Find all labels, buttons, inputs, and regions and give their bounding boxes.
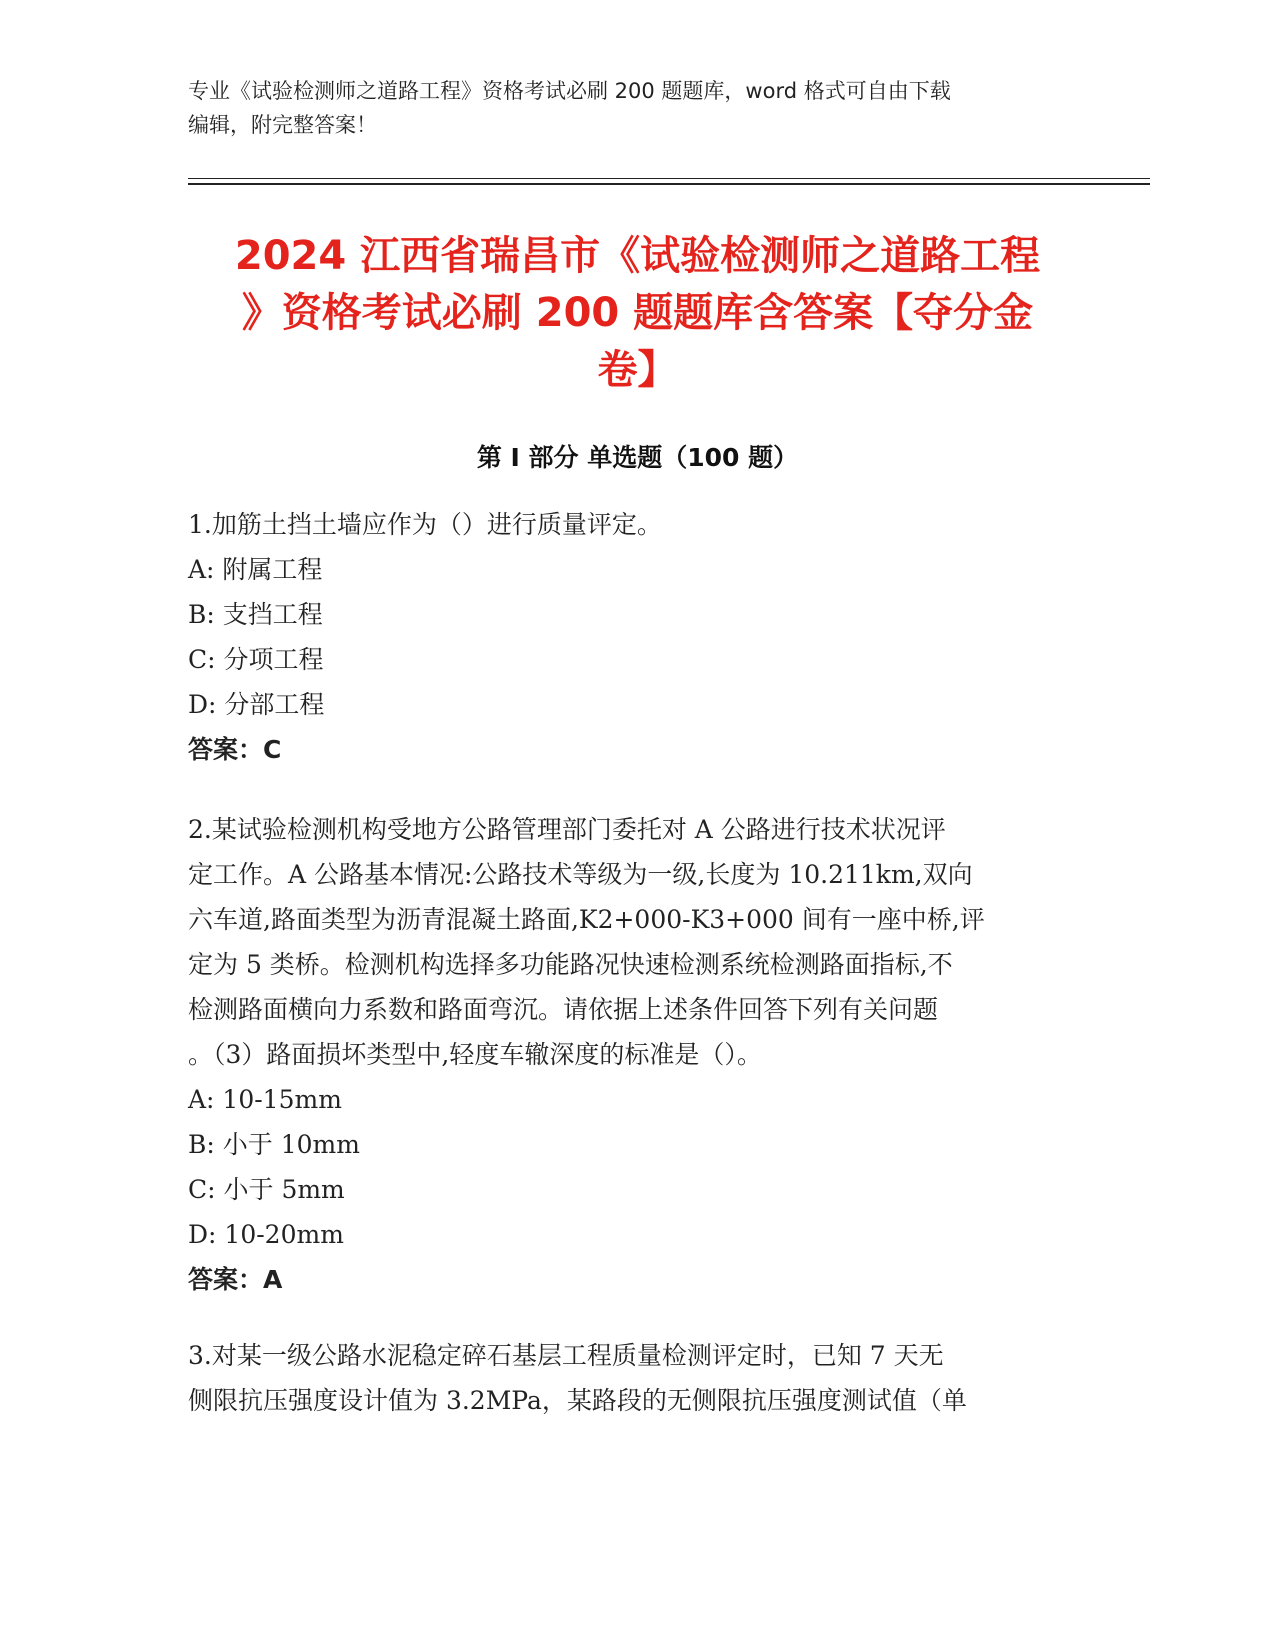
answer: 答案：C	[188, 735, 282, 764]
question-stem: 六车道,路面类型为沥青混凝土路面,K2+000-K3+000 间有一座中桥,评	[188, 905, 985, 934]
header-note	[188, 74, 1088, 142]
answer: 答案：A	[188, 1265, 283, 1294]
option-a: A: 10-15mm	[188, 1085, 342, 1114]
option-a: A: 附属工程	[188, 555, 323, 584]
document-title	[185, 228, 1090, 399]
option-c: C: 小于 5mm	[188, 1175, 345, 1204]
option-d: D: 10-20mm	[188, 1220, 344, 1249]
question-stem: 3.对某一级公路水泥稳定碎石基层工程质量检测评定时，已知 7 天无	[188, 1341, 944, 1370]
header-note-line: 专业《试验检测师之道路工程》资格考试必刷 200 题题库，word 格式可自由下载	[188, 79, 951, 103]
section-title: 第 I 部分 单选题（100 题）	[476, 443, 799, 472]
question-stem: 。（3）路面损坏类型中,轻度车辙深度的标准是（）。	[188, 1040, 762, 1069]
header-divider-thick	[188, 183, 1150, 185]
option-d: D: 分部工程	[188, 690, 325, 719]
question-stem: 1.加筋土挡土墙应作为（）进行质量评定。	[188, 510, 662, 539]
question-stem: 定工作。A 公路基本情况:公路技术等级为一级,长度为 10.211km,双向	[188, 860, 973, 889]
question-stem: 定为 5 类桥。检测机构选择多功能路况快速检测系统检测路面指标,不	[188, 950, 953, 979]
option-c: C: 分项工程	[188, 645, 324, 674]
question-2	[188, 807, 1088, 1302]
header-divider-thin	[188, 178, 1150, 179]
option-b: B: 小于 10mm	[188, 1130, 360, 1159]
title-line: 》资格考试必刷 200 题题库含答案【夺分金	[241, 290, 1034, 336]
title-line: 2024 江西省瑞昌市《试验检测师之道路工程	[234, 233, 1041, 279]
question-3	[188, 1333, 1088, 1423]
question-stem: 侧限抗压强度设计值为 3.2MPa，某路段的无侧限抗压强度测试值（单	[188, 1386, 967, 1415]
option-b: B: 支挡工程	[188, 600, 323, 629]
question-1	[188, 502, 1088, 772]
question-stem: 2.某试验检测机构受地方公路管理部门委托对 A 公路进行技术状况评	[188, 815, 946, 844]
title-line: 卷】	[597, 347, 678, 393]
question-stem: 检测路面横向力系数和路面弯沉。请依据上述条件回答下列有关问题	[188, 995, 939, 1024]
header-note-line: 编辑，附完整答案！	[188, 113, 377, 137]
